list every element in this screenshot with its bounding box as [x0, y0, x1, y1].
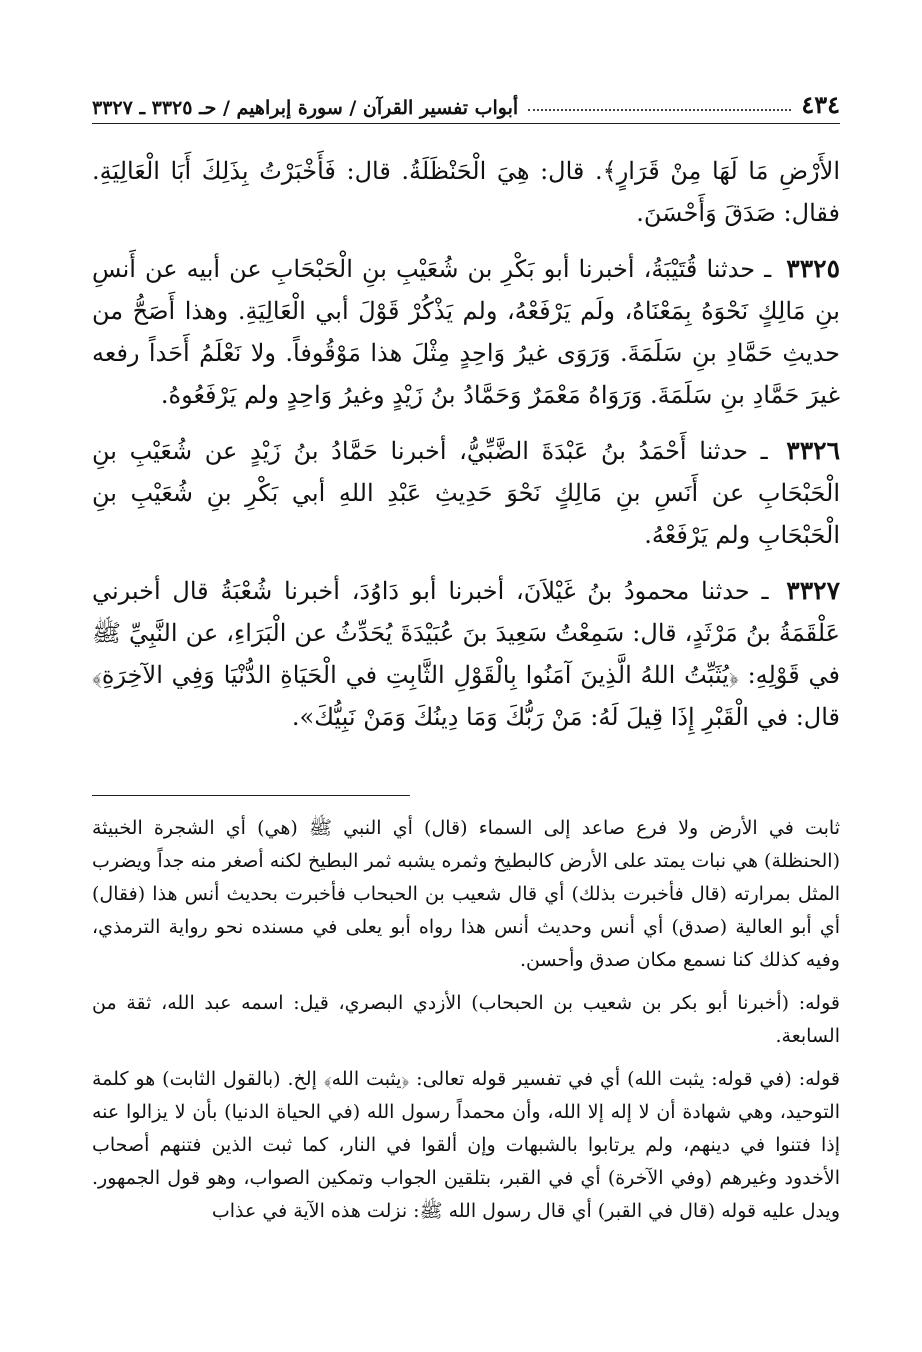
page-header [92, 84, 840, 124]
hadith-paragraph [92, 430, 840, 556]
footnote-divider [92, 795, 410, 796]
commentary-notes [92, 812, 840, 1342]
page-number: ٤٣٤ [801, 90, 840, 119]
running-title: أبواب تفسير القرآن / سورة إبراهيم / حـ ٣٣٢٥ ـ ٣٣٢٧ [92, 97, 519, 119]
hadith-paragraph [92, 570, 840, 738]
main-text [92, 150, 840, 792]
hadith-paragraph [92, 248, 840, 416]
continuation-paragraph: الأَرْضِ مَا لَهَا مِنْ قَرَارٍ﴾. قال: هِيَ الْحَنْظَلَةُ. قال: فَأَخْبَرْتُ بِذَلِكَ أَبَا الْعَالِيَةِ. فقال: صَدَقَ وَأَحْسَنَ. [92, 157, 840, 227]
hadith-text: ـ حدثنا أَحْمَدُ بنُ عَبْدَةَ الضَّبِّيُّ، أخبرنا حَمَّادُ بنُ زَيْدٍ عن شُعَيْبِ بنِ الْحَبْحَابِ عن أَنَسِ بنِ مَالِكٍ نَحْوَ حَدِيثِ عَبْدِ اللهِ أبي بَكْرِ بنِ شُعَيْبِ بنِ الْحَبْحَابِ ولم يَرْفَعْهُ. [92, 437, 840, 549]
commentary-paragraph: قوله: (أخبرنا أبو بكر بن شعيب بن الحبحاب) الأزدي البصري، قيل: اسمه عبد الله، ثقة من السابعة. [92, 992, 840, 1047]
hadith-text: ـ حدثنا محمودُ بنُ غَيْلاَنَ، أخبرنا أبو دَاوُدَ، أخبرنا شُعْبَةُ قال أخبرني عَلْقَمَةُ بنُ مَرْثَدٍ، قال: سَمِعْتُ سَعِيدَ بنَ عُبَيْدَةَ يُحَدِّثُ عن الْبَرَاءِ، عن النَّبِيِّ ﷺ في قَوْلِهِ: ﴿يُثَبِّتُ اللهُ الَّذِينَ آمَنُوا بِالْقَوْلِ الثَّابِتِ في الْحَيَاةِ الدُّنْيَا وَفِي الآخِرَةِ﴾ قال: في الْقَبْرِ إِذَا قِيلَ لَهُ: مَنْ رَبُّكَ وَمَا دِينُكَ وَمَنْ نَبِيُّكَ». [92, 577, 841, 731]
dotted-leader [528, 109, 791, 111]
hadith-text: ـ حدثنا قُتَيْبَةُ، أخبرنا أبو بَكْرِ بن شُعَيْبِ بنِ الْحَبْحَابِ عن أبيه عن أَنسِ بنِ مَالِكٍ نَحْوَهُ بِمَعْنَاهُ، ولَم يَرْفَعْهُ، ولم يَذْكُرْ قَوْلَ أبي الْعَالِيَةِ. وهذا أَصَحُّ من حديثِ حَمَّادِ بنِ سَلَمَةَ. وَرَوَى غيرُ وَاحِدٍ مِثْلَ هذا مَوْقُوفاً. ولا نَعْلَمُ أَحَداً رفعه غيرَ حَمَّادِ بنِ سَلَمَةَ. وَرَوَاهُ مَعْمَرٌ وَحَمَّادُ بنُ زَيْدٍ وغيرُ وَاحِدٍ ولم يَرْفَعُوهُ. [92, 255, 841, 409]
commentary-paragraph: قوله: (في قوله: يثبت الله) أي في تفسير قوله تعالى: ﴿يثبت الله﴾ إلخ. (بالقول الثابت) هو كلمة التوحيد، وهي شهادة أن لا إله إلا الله، وأن محمداً رسول الله (في الحياة الدنيا) بأن لا يزالوا عنه إذا فتنوا في دينهم، ولم يرتابوا بالشبهات وإن ألقوا في النار، كما ثبت الذين فتنهم أصحاب الأخدود وغيرهم (وفي الآخرة) أي في القبر، بتلقين الجواب وتمكين الصواب، وهو قول الجمهور. ويدل عليه قوله (قال في القبر) أي قال رسول الله ﷺ: نزلت هذه الآية في عذاب [92, 1068, 840, 1222]
hadith-number: ٣٣٢٧ [786, 576, 840, 605]
commentary-paragraph: ثابت في الأرض ولا فرع صاعد إلى السماء (قال) أي النبي ﷺ (هي) أي الشجرة الخبيثة (الحنظلة) هي نبات يمتد على الأرض كالبطيخ وثمره يشبه ثمر البطيخ لكنه أصغر منه جداً ويضرب المثل بمرارته (قال فأخبرت بذلك) أي قال شعيب بن الحبحاب فأخبرت بحديث أنس هذا (فقال) أي أبو العالية (صدق) أي أنس وحديث أنس هذا رواه أبو يعلى في مسنده نحو رواية الترمذي، وفيه كذلك كنا نسمع مكان صدق وأحسن. [92, 817, 840, 971]
hadith-number: ٣٣٢٦ [786, 436, 840, 465]
hadith-number: ٣٣٢٥ [786, 254, 840, 283]
